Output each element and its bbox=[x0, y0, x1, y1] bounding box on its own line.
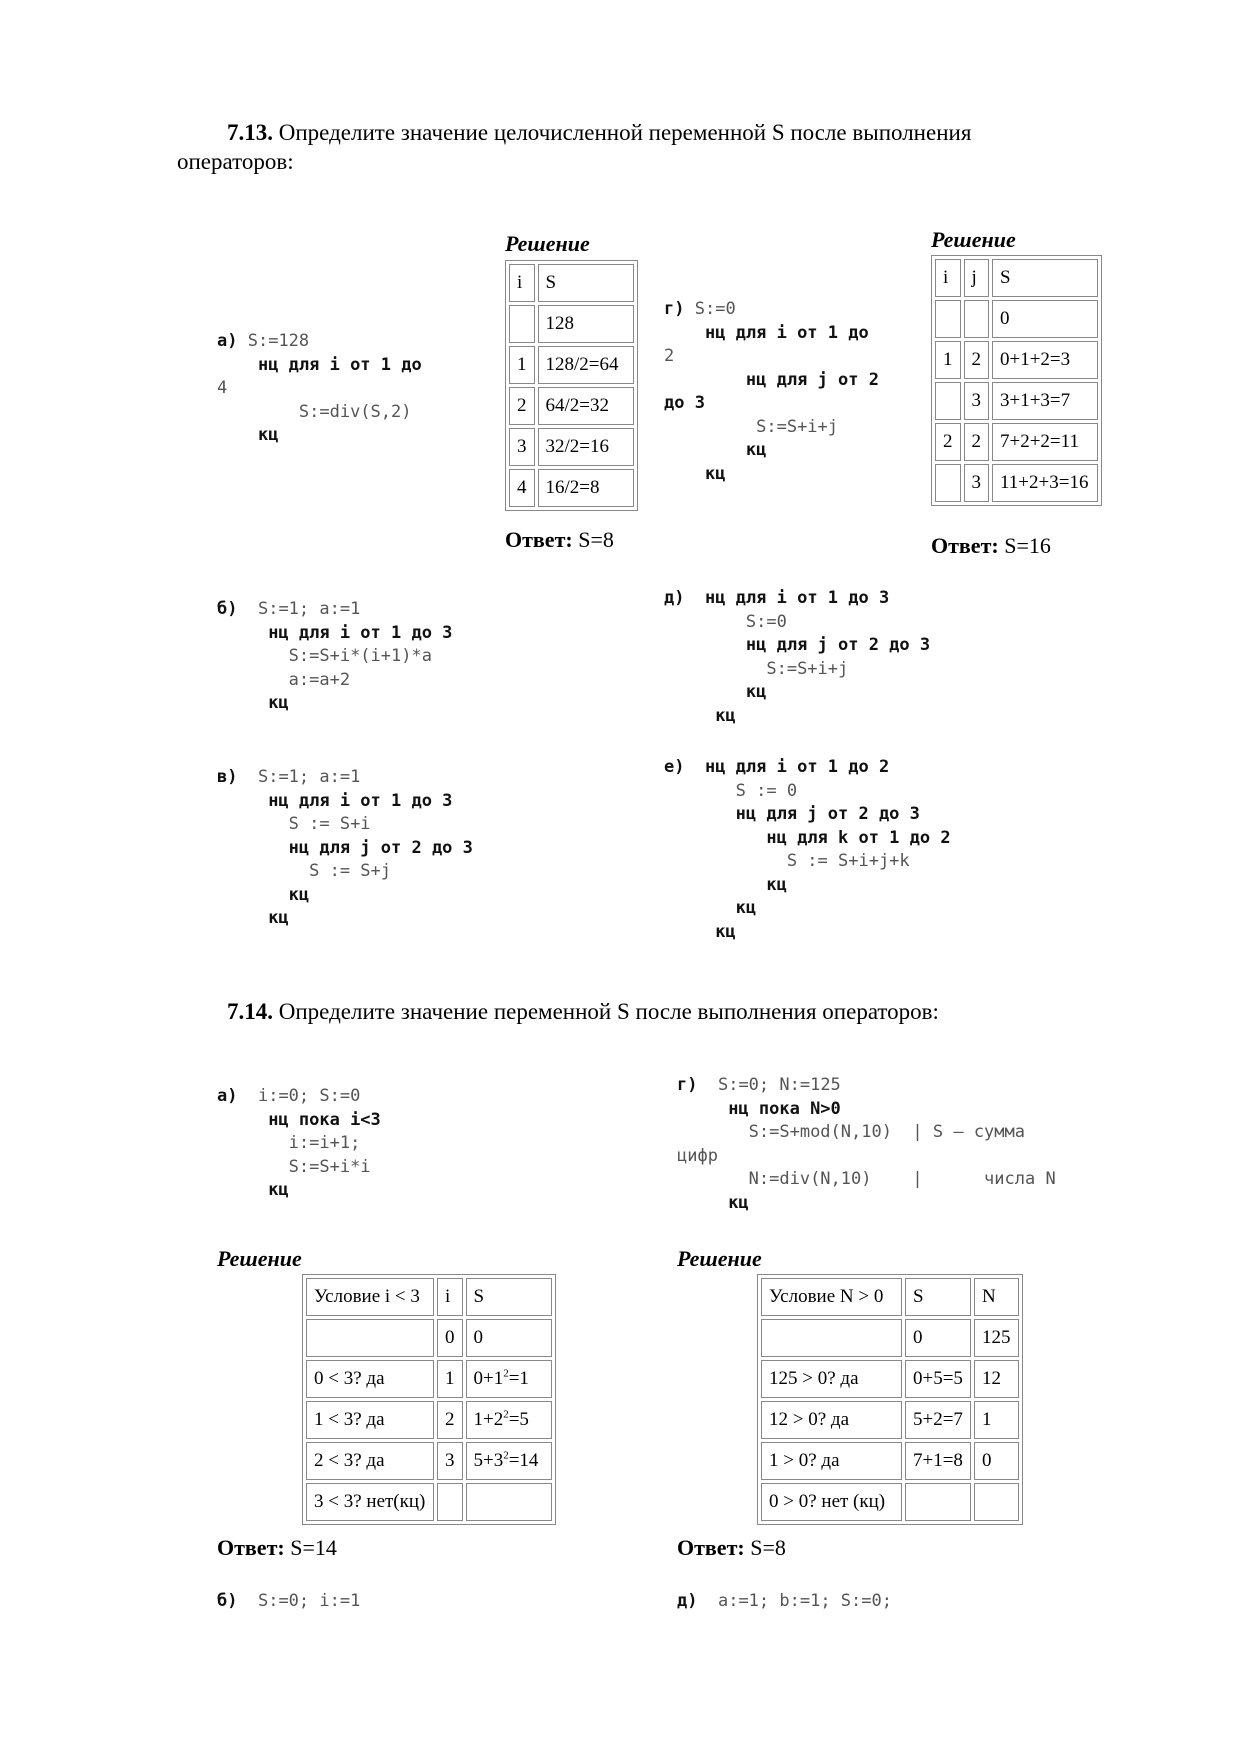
table-cell: 3 bbox=[437, 1442, 463, 1480]
solution-title: Решение bbox=[505, 231, 590, 256]
code-line: S:=div(S,2) bbox=[298, 401, 412, 422]
code-713-g bbox=[664, 298, 879, 486]
table-cell bbox=[964, 300, 990, 338]
code-line: a:=a+2 bbox=[288, 669, 351, 690]
code-713-v bbox=[217, 766, 473, 931]
table-header-row bbox=[509, 264, 634, 302]
table-row bbox=[761, 1483, 1019, 1521]
cell-part: 5+3 bbox=[473, 1450, 504, 1471]
solution-table-714-g bbox=[757, 1274, 1023, 1525]
code-line: S := S+i+j+k bbox=[786, 851, 910, 871]
table-cell: 0 bbox=[974, 1442, 1019, 1480]
header-cell: S bbox=[538, 264, 634, 302]
table-cell: 0 bbox=[992, 300, 1098, 338]
code-line: S := 0 bbox=[735, 780, 798, 801]
table-row bbox=[306, 1401, 552, 1439]
table-row bbox=[935, 382, 1098, 420]
table-cell: 0+5=5 bbox=[905, 1360, 971, 1398]
code-line: S:=0 bbox=[745, 611, 787, 632]
item-label: в) bbox=[217, 767, 238, 787]
table-cell bbox=[509, 305, 535, 343]
answer-713-g bbox=[931, 533, 1051, 559]
table-row bbox=[761, 1401, 1019, 1439]
header-cell: S bbox=[466, 1278, 552, 1316]
table-cell: 1 bbox=[935, 341, 961, 379]
table-cell: 2 < 3? да bbox=[306, 1442, 434, 1480]
solution-table-713-g bbox=[931, 255, 1102, 506]
table-row bbox=[306, 1319, 552, 1357]
code-714-b bbox=[217, 1590, 360, 1614]
code-line: кц bbox=[745, 440, 767, 460]
code-line: нц для j от 2 до 3 bbox=[288, 837, 473, 858]
answer-713-a bbox=[505, 527, 614, 553]
header-cell: j bbox=[964, 259, 990, 297]
code-line: до 3 bbox=[664, 393, 705, 413]
table-cell: 12 > 0? да bbox=[761, 1401, 902, 1439]
code-line: S := S+i bbox=[288, 814, 371, 834]
header-cell: i bbox=[437, 1278, 463, 1316]
code-line: кц bbox=[745, 682, 767, 702]
code-line: S:=S+mod(N,10) | S — сумма bbox=[748, 1122, 1025, 1142]
table-cell bbox=[437, 1483, 463, 1521]
table-cell bbox=[935, 382, 961, 420]
solution-title: Решение bbox=[217, 1246, 302, 1271]
code-line: кц bbox=[257, 425, 279, 445]
header-cell: Условие N > 0 bbox=[761, 1278, 902, 1316]
table-row bbox=[509, 346, 634, 384]
table-cell: 2 bbox=[437, 1401, 463, 1439]
table-row bbox=[306, 1483, 552, 1521]
header-cell: Условие i < 3 bbox=[306, 1278, 434, 1316]
problem-7-14-heading bbox=[227, 997, 1207, 1026]
item-label: г) bbox=[664, 299, 685, 319]
code-line: i:=i+1; bbox=[288, 1133, 361, 1153]
table-cell: 125 bbox=[974, 1319, 1019, 1357]
answer-714-a bbox=[217, 1535, 337, 1561]
table-cell: 2 bbox=[964, 341, 990, 379]
table-row bbox=[761, 1442, 1019, 1480]
code-line: S:=S+i+j bbox=[766, 658, 849, 679]
table-cell: 128 bbox=[538, 305, 634, 343]
problem-text: Определите значение переменной S после выполнения операторов: bbox=[278, 999, 939, 1024]
answer-value: S=14 bbox=[290, 1535, 337, 1560]
cell-part: =14 bbox=[508, 1450, 539, 1471]
code-line: a:=1; b:=1; S:=0; bbox=[717, 1591, 892, 1611]
code-line: S:=0 bbox=[694, 299, 736, 319]
code-line: нц для i от 1 до 2 bbox=[704, 757, 890, 777]
table-cell bbox=[935, 300, 961, 338]
problem-7-13-heading bbox=[177, 118, 1177, 176]
code-line: S := S+j bbox=[309, 861, 392, 881]
table-cell: 0+1+2=3 bbox=[992, 341, 1098, 379]
table-cell: 0 bbox=[437, 1319, 463, 1357]
table-cell: 3 < 3? нет(кц) bbox=[306, 1483, 434, 1521]
table-cell: 7+1=8 bbox=[905, 1442, 971, 1480]
header-cell: S bbox=[992, 259, 1098, 297]
code-line: S:=S+i+j bbox=[756, 416, 839, 437]
cell-part: =5 bbox=[508, 1409, 529, 1430]
code-line: S:=1; a:=1 bbox=[257, 599, 361, 619]
answer-714-g bbox=[677, 1535, 786, 1561]
table-cell bbox=[905, 1483, 971, 1521]
code-line: кц bbox=[268, 693, 289, 713]
item-label: д) bbox=[677, 1591, 698, 1611]
table-cell: 2 bbox=[509, 387, 535, 425]
table-cell: 2 bbox=[964, 423, 990, 461]
header-cell: S bbox=[905, 1278, 971, 1316]
table-cell: 7+2+2=11 bbox=[992, 423, 1098, 461]
code-line: нц для j от 2 bbox=[745, 369, 879, 390]
table-cell bbox=[466, 1401, 552, 1439]
table-cell bbox=[306, 1319, 434, 1357]
exponent: 2 bbox=[503, 1408, 509, 1421]
code-line: нц для j от 2 до 3 bbox=[735, 804, 920, 824]
table-header-row bbox=[761, 1278, 1019, 1316]
table-cell: 16/2=8 bbox=[538, 469, 634, 507]
table-row bbox=[761, 1360, 1019, 1398]
code-line: нц для i от 1 до 3 bbox=[268, 790, 453, 811]
table-cell: 0 < 3? да bbox=[306, 1360, 434, 1398]
table-row bbox=[509, 428, 634, 466]
code-line: кц bbox=[735, 898, 757, 918]
code-line: 4 bbox=[217, 378, 228, 398]
code-line: нц для i от 1 до bbox=[704, 322, 869, 343]
code-line: 2 bbox=[664, 346, 675, 366]
solution-title: Решение bbox=[931, 227, 1016, 252]
exponent: 2 bbox=[503, 1367, 509, 1380]
cell-part: =1 bbox=[508, 1368, 529, 1389]
table-cell: 0 bbox=[466, 1319, 552, 1357]
answer-value: S=8 bbox=[578, 527, 614, 552]
solution-table-713-a bbox=[505, 260, 638, 511]
item-label: д) bbox=[664, 588, 685, 608]
problem-text: Определите значение целочисленной переменной S после выполнения bbox=[278, 120, 972, 145]
item-label: б) bbox=[217, 1591, 238, 1611]
code-line: нц для k от 1 до 2 bbox=[766, 827, 951, 848]
problem-number: 7.13. bbox=[227, 120, 273, 145]
problem-number: 7.14. bbox=[227, 999, 273, 1024]
code-line: нц для i от 1 до 3 bbox=[268, 622, 453, 643]
solution-table-714-a bbox=[302, 1274, 556, 1525]
item-label: б) bbox=[217, 599, 238, 619]
code-line: кц bbox=[715, 705, 736, 726]
table-cell: 1 bbox=[437, 1360, 463, 1398]
code-line: кц bbox=[704, 463, 726, 484]
table-cell: 1 bbox=[974, 1401, 1019, 1439]
problem-text-cont: операторов: bbox=[177, 149, 294, 174]
cell-part: 1+2 bbox=[473, 1409, 504, 1430]
code-714-g bbox=[677, 1074, 1056, 1215]
code-line: кц bbox=[268, 908, 289, 928]
code-line: нц пока N>0 bbox=[728, 1098, 841, 1119]
code-713-a bbox=[217, 330, 422, 448]
table-cell: 1 bbox=[509, 346, 535, 384]
table-cell: 11+2+3=16 bbox=[992, 464, 1098, 502]
answer-label: Ответ: bbox=[505, 527, 573, 552]
cell-part: 0+1 bbox=[473, 1368, 504, 1389]
code-line: S:=S+i*i bbox=[288, 1156, 371, 1177]
exponent: 2 bbox=[503, 1449, 509, 1462]
table-row bbox=[509, 469, 634, 507]
table-cell: 5+2=7 bbox=[905, 1401, 971, 1439]
code-line: нц для j от 2 до 3 bbox=[745, 635, 931, 655]
answer-value: S=8 bbox=[750, 1535, 786, 1560]
code-713-d bbox=[664, 587, 930, 728]
table-header-row bbox=[306, 1278, 552, 1316]
code-line: нц для i от 1 до 3 bbox=[704, 588, 890, 608]
code-line: нц для i от 1 до bbox=[257, 354, 422, 375]
table-cell: 3 bbox=[509, 428, 535, 466]
table-cell: 1 > 0? да bbox=[761, 1442, 902, 1480]
code-line: нц пока i<3 bbox=[268, 1109, 381, 1130]
answer-label: Ответ: bbox=[217, 1535, 285, 1560]
table-row bbox=[306, 1360, 552, 1398]
table-row bbox=[935, 423, 1098, 461]
table-cell bbox=[466, 1360, 552, 1398]
table-cell: 64/2=32 bbox=[538, 387, 634, 425]
table-cell: 4 bbox=[509, 469, 535, 507]
table-cell: 3 bbox=[964, 464, 990, 502]
item-label: а) bbox=[217, 331, 238, 351]
item-label: е) bbox=[664, 757, 685, 777]
table-row bbox=[509, 387, 634, 425]
code-line: кц bbox=[268, 1180, 289, 1200]
code-line: кц bbox=[288, 884, 310, 905]
table-row bbox=[306, 1442, 552, 1480]
code-line: S:=S+i*(i+1)*a bbox=[288, 646, 432, 666]
code-line: кц bbox=[728, 1192, 749, 1213]
code-line: S:=1; a:=1 bbox=[257, 767, 361, 787]
table-row bbox=[935, 300, 1098, 338]
table-cell: 0 bbox=[905, 1319, 971, 1357]
table-row bbox=[935, 341, 1098, 379]
answer-value: S=16 bbox=[1004, 533, 1051, 558]
table-cell: 125 > 0? да bbox=[761, 1360, 902, 1398]
answer-label: Ответ: bbox=[931, 533, 999, 558]
code-line: цифр bbox=[677, 1145, 718, 1166]
code-line: кц bbox=[715, 921, 736, 942]
table-cell: 32/2=16 bbox=[538, 428, 634, 466]
code-line: кц bbox=[766, 874, 787, 895]
table-cell bbox=[761, 1319, 902, 1357]
answer-label: Ответ: bbox=[677, 1535, 745, 1560]
code-line: N:=div(N,10) | числа N bbox=[748, 1169, 1056, 1189]
item-label: а) bbox=[217, 1086, 238, 1106]
code-714-a bbox=[217, 1085, 381, 1203]
header-cell: N bbox=[974, 1278, 1019, 1316]
table-cell bbox=[466, 1483, 552, 1521]
code-713-b bbox=[217, 598, 452, 716]
table-cell bbox=[935, 464, 961, 502]
table-cell bbox=[466, 1442, 552, 1480]
code-714-d bbox=[677, 1590, 892, 1614]
table-row bbox=[509, 305, 634, 343]
code-line: S:=128 bbox=[247, 331, 310, 351]
table-cell: 1 < 3? да bbox=[306, 1401, 434, 1439]
table-cell: 2 bbox=[935, 423, 961, 461]
table-cell bbox=[974, 1483, 1019, 1521]
table-row bbox=[761, 1319, 1019, 1357]
code-line: i:=0; S:=0 bbox=[257, 1086, 361, 1106]
code-713-e bbox=[664, 756, 951, 944]
table-cell: 0 > 0? нет (кц) bbox=[761, 1483, 902, 1521]
item-label: г) bbox=[677, 1075, 698, 1095]
solution-title: Решение bbox=[677, 1246, 762, 1271]
code-line: S:=0; N:=125 bbox=[717, 1075, 841, 1095]
header-cell: i bbox=[935, 259, 961, 297]
table-cell: 12 bbox=[974, 1360, 1019, 1398]
table-row bbox=[935, 464, 1098, 502]
table-cell: 128/2=64 bbox=[538, 346, 634, 384]
table-header-row bbox=[935, 259, 1098, 297]
code-line: S:=0; i:=1 bbox=[257, 1591, 361, 1611]
table-cell: 3+1+3=7 bbox=[992, 382, 1098, 420]
table-cell: 3 bbox=[964, 382, 990, 420]
header-cell: i bbox=[509, 264, 535, 302]
